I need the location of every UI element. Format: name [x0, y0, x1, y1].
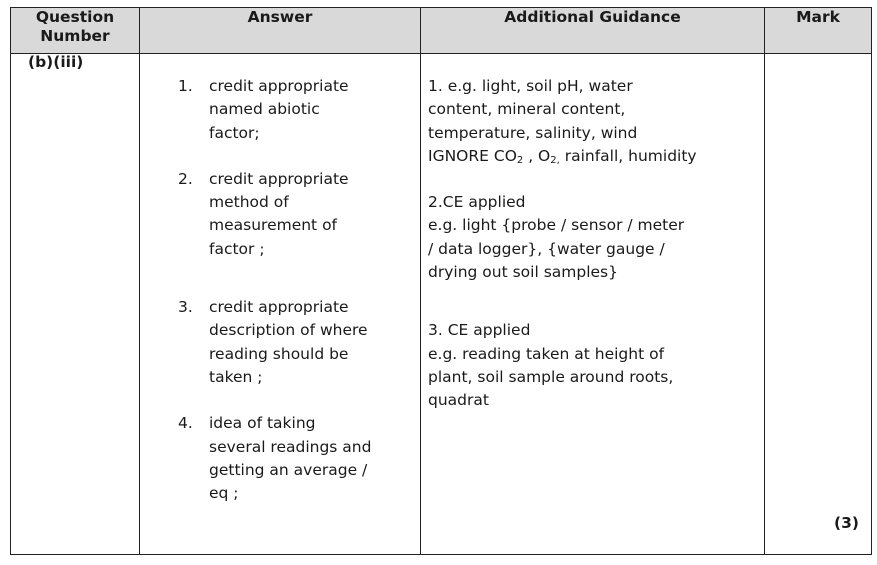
header-additional-guidance: Additional Guidance: [421, 8, 765, 54]
answer-item: [178, 75, 420, 145]
answer-number: 2.: [178, 169, 193, 188]
guidance-line: quadrat: [428, 391, 489, 410]
guidance-cell: [421, 54, 765, 555]
guidance-line: 2.CE applied: [428, 193, 526, 212]
header-row: [11, 8, 872, 54]
answer-text: idea of taking several readings and getting an average / eq ;: [209, 414, 372, 503]
guidance-line: drying out soil samples}: [428, 263, 618, 282]
answer-number: 3.: [178, 298, 193, 317]
answer-list: [140, 54, 420, 505]
answer-item: [178, 412, 420, 505]
guidance-line: 1. e.g. light, soil pH, water: [428, 77, 633, 95]
mark-value: (3): [834, 514, 859, 532]
table-row: [11, 54, 872, 555]
guidance-line: e.g. reading taken at height of: [428, 344, 665, 363]
guidance-line: e.g. light {probe / sensor / meter: [428, 216, 685, 235]
answer-number: 1.: [178, 77, 193, 95]
answer-text: credit appropriate description of where reading should be taken ;: [209, 298, 368, 386]
mark-scheme-table: [10, 7, 872, 555]
guidance-line: temperature, salinity, wind: [428, 123, 638, 142]
answer-text: credit appropriate named abiotic factor;: [209, 77, 349, 142]
guidance-line: / data logger}, {water gauge /: [428, 239, 665, 258]
answer-text: credit appropriate method of measurement of factor ;: [209, 169, 349, 258]
mark-cell: [765, 54, 872, 555]
guidance-block: [421, 54, 764, 413]
question-number-cell: (b)(iii): [11, 54, 140, 555]
answer-number: 4.: [178, 414, 193, 433]
answer-item: [178, 296, 420, 389]
header-answer: Answer: [140, 8, 421, 54]
answer-item: [178, 168, 420, 261]
guidance-ignore-line: IGNORE $CO_2$ , $O_{2,}$ rainfall, humidity: [428, 146, 697, 166]
guidance-line: plant, soil sample around roots,: [428, 367, 674, 386]
header-mark: Mark: [765, 8, 872, 54]
answer-cell: [140, 54, 421, 555]
guidance-line: content, mineral content,: [428, 100, 626, 119]
header-question-number: Question Number: [11, 8, 140, 54]
guidance-line: 3. CE applied: [428, 321, 531, 340]
